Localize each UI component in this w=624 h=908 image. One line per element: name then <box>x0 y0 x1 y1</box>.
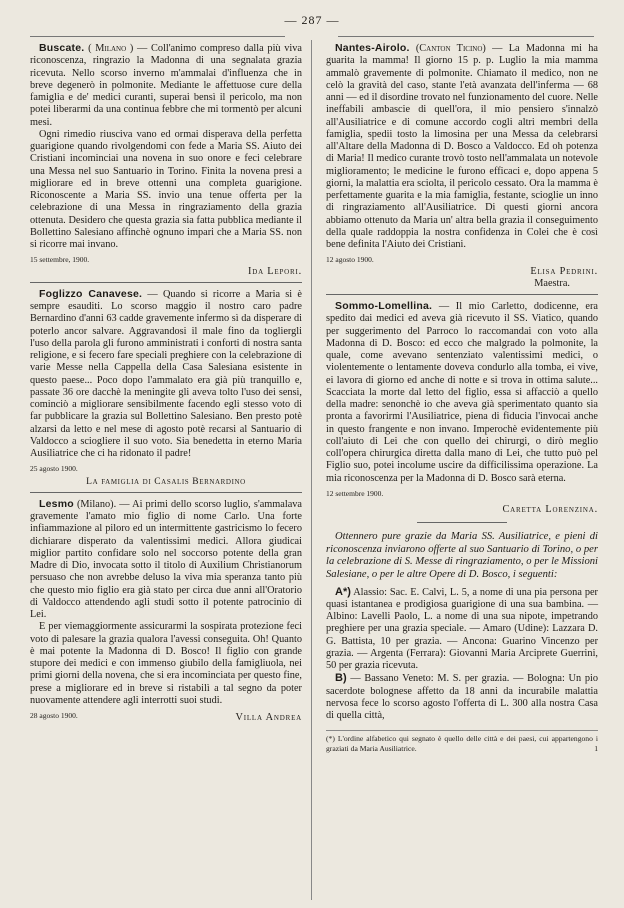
page-number: — 287 — <box>284 13 340 27</box>
separator <box>326 294 598 295</box>
footnote <box>326 730 598 753</box>
letter-date: 25 agosto 1900. <box>30 464 78 474</box>
place-name: Foglizzo Canavese. <box>39 287 143 300</box>
graces-intro: Ottennero pure grazie da Maria SS. Ausiliatrice, e pieni di riconoscenza inviarono offerte al suo Santuario di Torino, o per la celebrazione di S. Messe di ringraziamento, o per le Missioni Salesiane, o per le altre Opere di D. Bosco, i seguenti: <box>326 531 598 581</box>
place-name: Nantes-Airolo. <box>335 42 410 54</box>
right-column <box>326 42 598 753</box>
letter-date: 12 settembre 1900. <box>326 488 384 498</box>
place-name: Lesmo <box>39 497 74 510</box>
letter-buscate <box>30 42 302 278</box>
letter-text: Ogni rimedio riusciva vano ed ormai disperava della perfetta guarigione quando rivolgendomi con fede a Maria SS. Aiuto dei Cristiani incominciai una novena in suo onore e feci celebrare una Messa nel suo Santuario in Torino. Finita la novena presi a migliorare ed in breve ottenni una completa guarigione. Riconoscente a Maria SS. invio una tenue offerta per la celebrazione di una Messa in ringraziamento della grazia ottenuta. Desidero che questa grazia sia fatta pubblica mediante il Bollettino Salesiano affinchè ognuno impari che a Maria SS. non si ricorre mai invano. <box>30 128 302 250</box>
header-rule-right <box>338 36 594 37</box>
footnote-mark: 1 <box>594 743 598 753</box>
list-text: Alassio: Sac. E. Calvi, L. 5, a nome di una pia persona per quasi istantanea e prodigiosa guarigione di una sua bambina. — Albino: Lavelli Paolo, L. a nome di una sua nipote, impetrando preghiere per una grazia speciale. — Amaro (Udine): Lazzara D. G. Battista, 10 per grazia. — Ancona: Guarino Vincenzo per grazia. — Argenta (Ferrara): Giovanni Maria Arciprete Guerrini, 50 per grazia ricevuta. <box>326 586 598 672</box>
province: ( Milano ) <box>88 43 134 54</box>
letter-foglizzo <box>30 288 302 488</box>
graces-list-a <box>326 586 598 673</box>
letter-lesmo <box>30 498 302 725</box>
letter-text: — Quando si ricorre a Maria si è sempre esauditi. Lo scorso maggio il nostro caro padre Bernardino d'anni 63 cadde gravemente infermo sì da disperare di poterlo ancor salvare. Aggravandosi il male fino da togliergli l'uso della parola gli furono amministrati i conforti di nostra santa religione, e si fecero fare speciali preghiere con la celebrazione di varie Messe nella Cappella della Casa Salesiana esistente in questo paese... Poco dopo l'ammalato era già più tranquillo e, passate 36 ore dacchè la meningite gli aveva tolto l'uso dei sensi, cominciò a migliorare sensibilmente facendo egli stesso voto di far pubblicare la grazia sul Bollettino Salesiano. Ben presto potè alzarsi da letto e nel mese di agosto potè recarsi al Santuario di Valdocco a sciogliere il suo voto. Sia benedetta in eterno Maria Ausiliatrice che ci ha ridonato il padre! <box>30 288 302 459</box>
letter-text: E per viemaggiormente assicurarmi la sospirata protezione feci voto di palesare la grazia qualora l'avessi conseguita. Oh! Quanto è mai potente la Madonna di D. Bosco! Il figlio con grande stupore dei medici e con immenso giubilo della famigliuola, nei primi giorni della novena, che si era incominciata per questo fine, prese a migliorare ed in breve si ristabilì a tal segno da poter nuovamente attendere agli interrotti suoi studi. <box>30 621 302 706</box>
letter-text: — Coll'animo compreso dalla più viva riconoscenza, ringrazio la Madonna di una segnalata grazia ricevuta. Nello scorso inverno m'ammalai d'influenza che in breve degenerò in polmonite. Mediante le affettuose cure della famiglia e de' medici curanti, superai bensì il pericolo, ma non potei liberarmi da una continua febbre che mi tormentò per alcuni mesi. <box>30 43 303 128</box>
signature-role: Maestra. <box>534 277 570 289</box>
letter-nantes-airolo <box>326 42 598 290</box>
place-name: Buscate. <box>39 42 85 54</box>
separator <box>30 282 302 283</box>
footnote-text: (*) L'ordine alfabetico qui segnato è quello delle città e dei paesi, cui appartengono i graziati da Maria Ausiliatrice. <box>326 734 598 753</box>
letter-text: — La Madonna mi ha guarita la mamma! Il giorno 15 p. p. Luglio la mia mamma ammalò gravemente di polmonite. Chiamato il medico, non ne celò la gravità del caso, stante l'età avanzata dell'inferma — 68 anni — ed il disordine trovato nel funzionamento del cuore. Nelle ineffabili ambascie di quell'ora, il mio pensiero s'innalzò all'Ausiliatrice e di comune accordo cogli altri membri della famiglia, spedii tosto la limosina per una Messa da celebrarsi all'Altare della Madonna di D. Bosco a Valdocco. Ed oh potenza di Maria! Il medico curante trovò tosto nell'ammalata un notevole miglioramento; le medicine le furono efficaci e, dopo appena 5 giorni, la malattia era sciolta, il pericolo cessato. Ora la mamma è perfettamente guarita e la mia famiglia, festante, scioglie un inno di ringraziamento all'Ausiliatrice. Di questi giorni ancora abbiamo ottenuto da Maria un' altra bella grazia il conseguimento della quale raddoppia la nostra confidenza in Colei che è così bene definita l'Aiuto dei Cristiani. <box>326 43 599 250</box>
letter-date: 12 agosto 1900. <box>326 255 374 265</box>
letter-text: — Il mio Carletto, dodicenne, era spedito dai medici ed aveva già ricevuto il SS. Viatico, quando per suggerimento del Parroco lo raccomandai con voto alla Madonna di D. Bosco: ed ecco che malgrado la polmonite, la quale, come avevano sentenziato valentissimi medici, o violentemente o lentamente doveva condurlo alla tomba, ei vive, ei lavora di giorno ed anche di notte e si trova in ottima salute... Scacciata la morte dal letto del figlio, essa si affacciò a quello della madre: senonchè io che aveva già sperimentato quanto sia pronta a favorirmi l'Ausiliatrice, piena di fiducia l'invocai anche in questo frangente e non invano. Imperochè evidentemente più coll'aiuto di Lei che con quello dei chirurgi, o dirò meglio coll'opera chirurgica diretta dalla mano di Lei, che tutto può pel Figlio suo, potei incolume uscire da difficilissima operazione. La mia riconoscenza per la Madonna di D. Bosco sarà eterna. <box>326 301 598 484</box>
letter-sommo-lomellina <box>326 300 598 516</box>
letter-text: — Ai primi dello scorso luglio, s'ammalava gravemente l'amato mio figlio di nome Carlo. Una forte infiammazione al piloro ed un intermittente gastricismo lo fecero dichiarare disperato da valentissimi medici. Allora giudicai miglior partito confidare solo nel soccorso potente della gran Madre di Dio, invocata sotto il titolo di Auxilium Christianorum persuaso che non avrebbe deluso la viva mia speranza tanto più che questo mio figlio era già stato per circa due anni all'Oratorio di Valdocco attendendo agli studi sotto il potente patrocinio di Lei. <box>30 498 303 620</box>
province: (Milano). <box>76 498 117 510</box>
letter-date: 15 settembre, 1900. <box>30 255 90 265</box>
signature: La famiglia di Casalis Bernardino <box>86 476 246 487</box>
signature: Ida Lepori. <box>247 265 302 277</box>
signature: Villa Andrea <box>235 712 302 724</box>
province: (Canton Ticino) <box>415 43 486 54</box>
graces-list-b <box>326 672 598 722</box>
left-column <box>30 42 302 727</box>
letter-date: 28 agosto 1900. <box>30 711 78 720</box>
column-divider <box>311 40 312 900</box>
separator <box>30 492 302 493</box>
list-letter: B) <box>335 672 347 685</box>
signature: Elisa Pedrini. <box>530 265 598 277</box>
list-letter: A*) <box>335 585 351 598</box>
list-text: — Bassano Veneto: M. S. per grazia. — Bologna: Un pio sacerdote bolognese affetto da 18 anni da incurabile malattia nervosa fece lo scorso agosto l'offerta di L. 300 alla nostra Casa di quella città, <box>326 673 598 722</box>
place-name: Sommo-Lomellina. <box>335 300 433 312</box>
header-rule-left <box>30 36 285 37</box>
signature: Caretta Lorenzina. <box>502 504 598 515</box>
separator <box>417 522 507 523</box>
